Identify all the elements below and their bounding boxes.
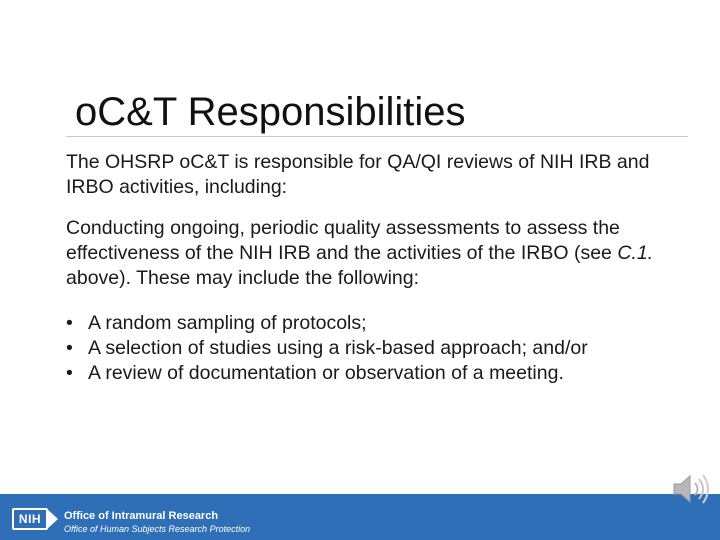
footer-bar — [0, 494, 720, 540]
assessment-paragraph — [66, 216, 666, 291]
bullet-dot: • — [66, 312, 73, 334]
bullet-item — [66, 311, 666, 336]
bullet-list — [66, 311, 666, 386]
bullet-dot: • — [66, 362, 73, 384]
bullet-dot: • — [66, 337, 73, 359]
assessment-text-after: above). These may include the following: — [66, 267, 420, 289]
bullet-item — [66, 361, 666, 386]
bullet-text: A selection of studies using a risk-based approach; and/or — [88, 337, 588, 359]
title-underline — [66, 136, 688, 137]
nih-logo: NIH — [12, 508, 48, 530]
section-reference: C.1. — [617, 242, 654, 264]
speaker-icon[interactable] — [668, 466, 714, 512]
nih-logo-arrow-icon — [46, 508, 58, 530]
slide-title: oC&T Responsibilities — [75, 90, 466, 134]
slide-body — [66, 150, 666, 386]
assessment-text-before: Conducting ongoing, periodic quality assessments to assess the effectiveness of the NIH IRB and the activities of the IRBO (see — [66, 217, 620, 264]
org-subtitle: Office of Human Subjects Research Protection — [64, 524, 251, 534]
org-name: Office of Intramural Research — [64, 510, 219, 522]
bullet-text: A review of documentation or observation of a meeting. — [88, 362, 564, 384]
bullet-text: A random sampling of protocols; — [88, 312, 367, 334]
bullet-item — [66, 336, 666, 361]
intro-paragraph: The OHSRP oC&T is responsible for QA/QI reviews of NIH IRB and IRBO activities, including: — [66, 151, 650, 198]
